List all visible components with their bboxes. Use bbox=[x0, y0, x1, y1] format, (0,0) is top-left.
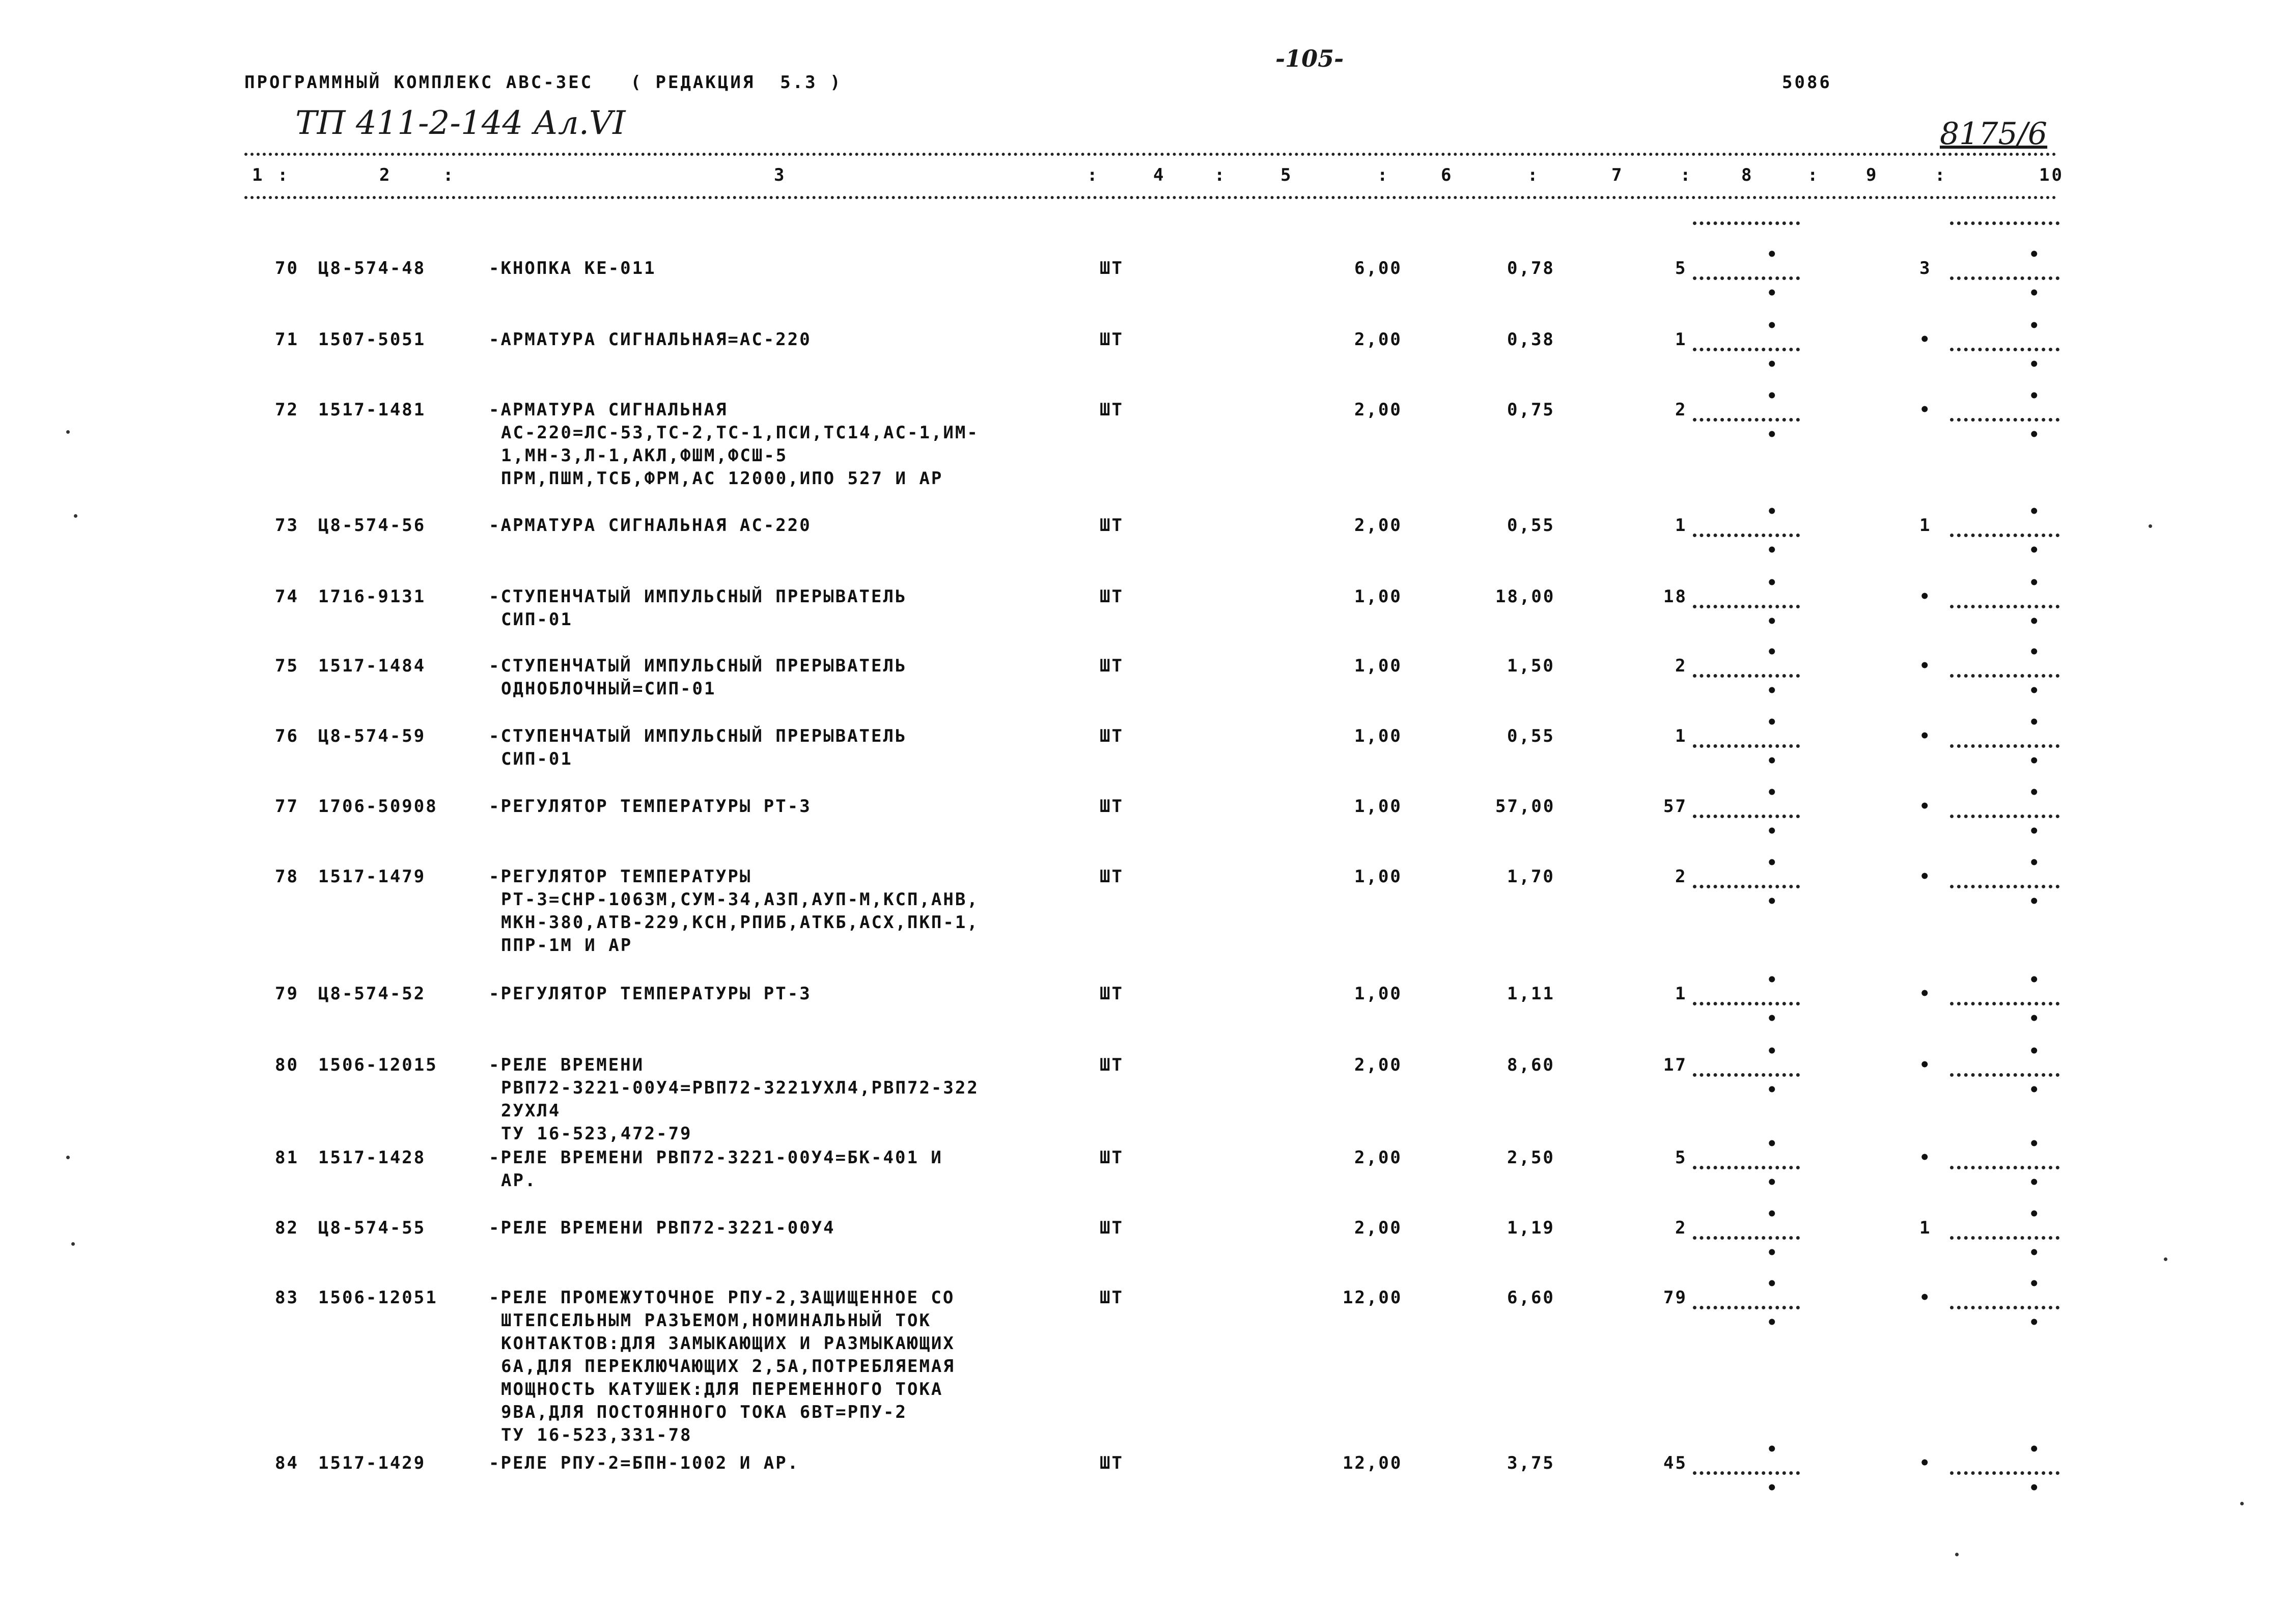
dot-mark: • bbox=[2029, 1134, 2040, 1154]
row-unit: ШТ bbox=[1100, 400, 1124, 420]
row-column-9: • bbox=[1919, 1453, 1932, 1473]
row-code: 1517-1428 bbox=[318, 1147, 426, 1168]
dot-mark: • bbox=[1767, 891, 1777, 912]
row-code: Ц8-574-56 bbox=[318, 515, 426, 536]
dot-mark: • bbox=[1767, 681, 1777, 701]
row-column-9: • bbox=[1919, 866, 1932, 887]
row-description-line: -СТУПЕНЧАТЫЙ ИМПУЛЬСНЫЙ ПРЕРЫВАТЕЛЬ bbox=[489, 726, 907, 746]
dot-mark: • bbox=[2029, 751, 2040, 771]
row-quantity: 12,00 bbox=[1343, 1287, 1403, 1308]
dot-mark: • bbox=[1767, 1204, 1777, 1224]
dot-mark: • bbox=[2029, 891, 2040, 912]
scan-speck bbox=[74, 514, 77, 518]
dot-mark: • bbox=[1767, 425, 1777, 445]
row-unit: ШТ bbox=[1100, 866, 1124, 887]
row-quantity: 1,00 bbox=[1354, 984, 1402, 1004]
dotted-dash-col8 bbox=[1693, 348, 1800, 351]
dot-mark: • bbox=[2029, 425, 2040, 445]
row-column-9: • bbox=[1919, 329, 1932, 350]
scan-speck bbox=[66, 430, 70, 434]
document-code: 5086 bbox=[1782, 72, 1832, 93]
dot-mark: • bbox=[1767, 501, 1777, 522]
column-separator: : bbox=[443, 165, 456, 185]
row-code: 1507-5051 bbox=[318, 329, 426, 350]
row-description-line: ТУ 16-523,472-79 bbox=[501, 1124, 692, 1144]
row-description-line: ШТЕПСЕЛЬНЫМ РАЗЪЕМОМ,НОМИНАЛЬНЫЙ ТОК bbox=[501, 1310, 931, 1331]
program-header: ПРОГРАММНЫЙ КОМПЛЕКС АВС-ЗЕС ( РЕДАКЦИЯ 5.3 ) bbox=[244, 72, 843, 93]
dot-mark: • bbox=[1767, 611, 1777, 632]
dot-mark: • bbox=[2029, 642, 2040, 662]
column-separator: : bbox=[1807, 165, 1820, 185]
row-column-9: • bbox=[1919, 1287, 1932, 1308]
row-price: 1,50 bbox=[1507, 656, 1555, 676]
row-description-line: МОЩНОСТЬ КАТУШЕК:ДЛЯ ПЕРЕМЕННОГО ТОКА bbox=[501, 1379, 943, 1399]
row-number: 79 bbox=[275, 984, 299, 1004]
row-column-7: 57 bbox=[1663, 796, 1687, 817]
scan-speck bbox=[2240, 1502, 2244, 1505]
row-unit: ШТ bbox=[1100, 329, 1124, 350]
row-description-line: -СТУПЕНЧАТЫЙ ИМПУЛЬСНЫЙ ПРЕРЫВАТЕЛЬ bbox=[489, 656, 907, 676]
dot-mark: • bbox=[2029, 782, 2040, 803]
row-unit: ШТ bbox=[1100, 1287, 1124, 1308]
row-description-line: ПРМ,ПШМ,ТСБ,ФРМ,АС 12000,ИПО 527 И АР bbox=[501, 468, 943, 489]
row-unit: ШТ bbox=[1100, 1147, 1124, 1168]
row-description-line: 9ВА,ДЛЯ ПОСТОЯННОГО ТОКА 6ВТ=РПУ-2 bbox=[501, 1402, 907, 1422]
row-quantity: 2,00 bbox=[1354, 515, 1402, 536]
dot-mark: • bbox=[2029, 540, 2040, 561]
row-price: 8,60 bbox=[1507, 1055, 1555, 1075]
dotted-dash-col8 bbox=[1693, 1002, 1800, 1005]
dotted-dash-col10 bbox=[1950, 1166, 2059, 1169]
dot-mark: • bbox=[1767, 540, 1777, 561]
dot-mark: • bbox=[1767, 642, 1777, 662]
row-price: 0,55 bbox=[1507, 726, 1555, 746]
dotted-dash-col10 bbox=[1950, 674, 2059, 678]
column-header-3: 3 bbox=[774, 165, 787, 185]
row-description-line: -СТУПЕНЧАТЫЙ ИМПУЛЬСНЫЙ ПРЕРЫВАТЕЛЬ bbox=[489, 586, 907, 607]
dot-mark: • bbox=[1767, 970, 1777, 990]
row-description-line: КОНТАКТОВ:ДЛЯ ЗАМЫКАЮЩИХ И РАЗМЫКАЮЩИХ bbox=[501, 1333, 955, 1354]
dot-mark: • bbox=[1767, 386, 1777, 406]
row-price: 3,75 bbox=[1507, 1453, 1555, 1473]
column-header-2: 2 bbox=[379, 165, 392, 185]
page-number: -105- bbox=[1275, 45, 1344, 72]
dot-mark: • bbox=[2029, 1243, 2040, 1263]
row-quantity: 2,00 bbox=[1354, 1055, 1402, 1075]
row-description-line: АР. bbox=[501, 1170, 537, 1191]
row-quantity: 1,00 bbox=[1354, 726, 1402, 746]
row-number: 75 bbox=[275, 656, 299, 676]
row-description-line: ОДНОБЛОЧНЫЙ=СИП-01 bbox=[501, 679, 716, 699]
dotted-dash-col8 bbox=[1693, 1236, 1800, 1240]
dotted-dash-col10 bbox=[1950, 276, 2059, 280]
row-description-line: 6А,ДЛЯ ПЕРЕКЛЮЧАЮЩИХ 2,5А,ПОТРЕБЛЯЕМАЯ bbox=[501, 1356, 955, 1377]
row-quantity: 2,00 bbox=[1354, 1147, 1402, 1168]
row-code: Ц8-574-52 bbox=[318, 984, 426, 1004]
row-description-line: АС-220=ЛС-53,ТС-2,ТС-1,ПСИ,ТС14,АС-1,ИМ- bbox=[501, 423, 979, 443]
row-column-7: 79 bbox=[1663, 1287, 1687, 1308]
row-column-7: 2 bbox=[1675, 1218, 1687, 1238]
dot-mark: • bbox=[1767, 853, 1777, 873]
dot-mark: • bbox=[2029, 1172, 2040, 1193]
dotted-dash-col8 bbox=[1693, 885, 1800, 888]
dotted-dash-col8 bbox=[1693, 1306, 1800, 1309]
dot-mark: • bbox=[2029, 283, 2040, 303]
row-description-line: -АРМАТУРА СИГНАЛЬНАЯ=АС-220 bbox=[489, 329, 812, 350]
row-unit: ШТ bbox=[1100, 586, 1124, 607]
dotted-dash-col8 bbox=[1693, 1073, 1800, 1077]
scan-speck bbox=[1955, 1553, 1959, 1556]
row-description-line: -РЕГУЛЯТОР ТЕМПЕРАТУРЫ РТ-3 bbox=[489, 796, 812, 817]
column-separator: : bbox=[277, 165, 290, 185]
row-unit: ШТ bbox=[1100, 1453, 1124, 1473]
scan-speck bbox=[71, 1242, 75, 1246]
row-price: 1,11 bbox=[1507, 984, 1555, 1004]
row-code: 1517-1481 bbox=[318, 400, 426, 420]
dotted-dash-col8 bbox=[1693, 1471, 1800, 1475]
handwritten-sheet-reference: 8175/6 bbox=[1940, 116, 2048, 152]
scan-speck bbox=[2149, 524, 2152, 528]
dot-mark: • bbox=[2029, 970, 2040, 990]
row-column-9: • bbox=[1919, 984, 1932, 1004]
row-column-7: 45 bbox=[1663, 1453, 1687, 1473]
row-column-7: 2 bbox=[1675, 656, 1687, 676]
dotted-dash-col10 bbox=[1950, 1002, 2059, 1005]
row-number: 76 bbox=[275, 726, 299, 746]
dot-mark: • bbox=[1767, 244, 1777, 265]
column-header-8: 8 bbox=[1741, 165, 1754, 185]
row-column-7: 1 bbox=[1675, 984, 1687, 1004]
row-description-line: ППР-1М И АР bbox=[501, 935, 633, 956]
row-description-line: СИП-01 bbox=[501, 749, 573, 769]
dot-mark: • bbox=[1767, 1041, 1777, 1061]
row-column-7: 2 bbox=[1675, 400, 1687, 420]
row-column-7: 17 bbox=[1663, 1055, 1687, 1075]
row-number: 83 bbox=[275, 1287, 299, 1308]
row-description-line: -РЕЛЕ ВРЕМЕНИ РВП72-3221-00У4=БК-401 И bbox=[489, 1147, 943, 1168]
row-description-line: -КНОПКА КЕ-011 bbox=[489, 258, 656, 278]
dot-mark: • bbox=[2029, 712, 2040, 733]
dotted-dash-col10 bbox=[1950, 605, 2059, 608]
row-price: 2,50 bbox=[1507, 1147, 1555, 1168]
row-column-9: 3 bbox=[1919, 258, 1932, 278]
row-description-line: -АРМАТУРА СИГНАЛЬНАЯ АС-220 bbox=[489, 515, 812, 536]
column-header-4: 4 bbox=[1153, 165, 1166, 185]
dot-mark: • bbox=[1767, 1009, 1777, 1029]
dotted-dash-col8 bbox=[1693, 534, 1800, 537]
row-description-line: РТ-3=СНР-1063М,СУМ-34,АЗП,АУП-М,КСП,АНВ, bbox=[501, 889, 979, 910]
dot-mark: • bbox=[2029, 1312, 2040, 1333]
row-description-line: -РЕЛЕ ВРЕМЕНИ РВП72-3221-00У4 bbox=[489, 1218, 835, 1238]
dotted-dash-col10 bbox=[1950, 1306, 2059, 1309]
column-separator: : bbox=[1527, 165, 1540, 185]
row-number: 72 bbox=[275, 400, 299, 420]
row-code: 1706-50908 bbox=[318, 796, 438, 817]
row-unit: ШТ bbox=[1100, 515, 1124, 536]
row-number: 78 bbox=[275, 866, 299, 887]
dotted-dash-col8 bbox=[1693, 1166, 1800, 1169]
row-column-9: • bbox=[1919, 656, 1932, 676]
row-code: Ц8-574-59 bbox=[318, 726, 426, 746]
dot-mark: • bbox=[1767, 821, 1777, 842]
column-header-10: 10 bbox=[2039, 165, 2064, 185]
row-description-line: ТУ 16-523,331-78 bbox=[501, 1425, 692, 1445]
dot-mark: • bbox=[2029, 1041, 2040, 1061]
header-rule-bottom bbox=[244, 196, 2057, 199]
row-column-9: 1 bbox=[1919, 515, 1932, 536]
dot-mark: • bbox=[1767, 354, 1777, 375]
dotted-dash-col10 bbox=[1950, 885, 2059, 888]
dot-mark: • bbox=[1767, 1080, 1777, 1100]
dot-mark: • bbox=[2029, 1009, 2040, 1029]
column-header-9: 9 bbox=[1866, 165, 1879, 185]
row-unit: ШТ bbox=[1100, 258, 1124, 278]
row-number: 77 bbox=[275, 796, 299, 817]
dot-mark: • bbox=[2029, 244, 2040, 265]
row-column-9: • bbox=[1919, 796, 1932, 817]
column-header-6: 6 bbox=[1441, 165, 1454, 185]
row-quantity: 1,00 bbox=[1354, 656, 1402, 676]
row-code: 1517-1429 bbox=[318, 1453, 426, 1473]
dotted-dash-col8 bbox=[1693, 674, 1800, 678]
column-header-5: 5 bbox=[1280, 165, 1293, 185]
row-number: 84 bbox=[275, 1453, 299, 1473]
row-unit: ШТ bbox=[1100, 656, 1124, 676]
row-column-7: 1 bbox=[1675, 329, 1687, 350]
dot-mark: • bbox=[2029, 681, 2040, 701]
row-price: 0,55 bbox=[1507, 515, 1555, 536]
row-price: 0,75 bbox=[1507, 400, 1555, 420]
row-price: 1,19 bbox=[1507, 1218, 1555, 1238]
row-unit: ШТ bbox=[1100, 726, 1124, 746]
row-description-line: -РЕГУЛЯТОР ТЕМПЕРАТУРЫ РТ-3 bbox=[489, 984, 812, 1004]
row-column-9: • bbox=[1919, 726, 1932, 746]
row-price: 0,38 bbox=[1507, 329, 1555, 350]
dotted-dash-col8 bbox=[1693, 815, 1800, 818]
scan-speck bbox=[66, 1156, 70, 1159]
row-column-9: • bbox=[1919, 1055, 1932, 1075]
row-code: 1506-12015 bbox=[318, 1055, 438, 1075]
dot-mark: • bbox=[2029, 1439, 2040, 1460]
dot-mark: • bbox=[2029, 821, 2040, 842]
row-price: 6,60 bbox=[1507, 1287, 1555, 1308]
dot-mark: • bbox=[2029, 853, 2040, 873]
handwritten-doc-reference: ТП 411-2-144 Ал.VI bbox=[295, 104, 626, 142]
dotted-dash-col10 bbox=[1950, 1073, 2059, 1077]
row-description-line: -РЕЛЕ РПУ-2=БПН-1002 И АР. bbox=[489, 1453, 800, 1473]
row-number: 81 bbox=[275, 1147, 299, 1168]
row-column-9: • bbox=[1919, 1147, 1932, 1168]
row-quantity: 6,00 bbox=[1354, 258, 1402, 278]
dot-mark: • bbox=[2029, 501, 2040, 522]
row-code: 1506-12051 bbox=[318, 1287, 438, 1308]
row-description-line: -РЕГУЛЯТОР ТЕМПЕРАТУРЫ bbox=[489, 866, 752, 887]
dot-mark: • bbox=[2029, 1204, 2040, 1224]
row-unit: ШТ bbox=[1100, 984, 1124, 1004]
dot-mark: • bbox=[2029, 611, 2040, 632]
dot-mark: • bbox=[1767, 1312, 1777, 1333]
row-unit: ШТ bbox=[1100, 1055, 1124, 1075]
dotted-dash-col10 bbox=[1950, 418, 2059, 422]
row-code: 1716-9131 bbox=[318, 586, 426, 607]
column-separator: : bbox=[1214, 165, 1227, 185]
column-separator: : bbox=[1087, 165, 1100, 185]
row-number: 80 bbox=[275, 1055, 299, 1075]
row-price: 1,70 bbox=[1507, 866, 1555, 887]
dotted-dash-col8 bbox=[1693, 744, 1800, 748]
dot-mark: • bbox=[1767, 1274, 1777, 1294]
row-description-line: СИП-01 bbox=[501, 609, 573, 630]
row-quantity: 1,00 bbox=[1354, 796, 1402, 817]
dot-mark: • bbox=[1767, 1172, 1777, 1193]
dot-mark: • bbox=[1767, 1439, 1777, 1460]
row-code: 1517-1484 bbox=[318, 656, 426, 676]
dot-mark: • bbox=[1767, 316, 1777, 336]
dotted-dash-col10 bbox=[1950, 1471, 2059, 1475]
row-column-9: • bbox=[1919, 586, 1932, 607]
row-column-7: 2 bbox=[1675, 866, 1687, 887]
row-column-7: 1 bbox=[1675, 515, 1687, 536]
dot-mark: • bbox=[1767, 573, 1777, 593]
dotted-dash-col10 bbox=[1950, 348, 2059, 351]
dotted-dash-top-col10 bbox=[1950, 221, 2059, 225]
dotted-dash-col10 bbox=[1950, 534, 2059, 537]
row-price: 57,00 bbox=[1495, 796, 1555, 817]
column-separator: : bbox=[1935, 165, 1947, 185]
row-code: Ц8-574-55 bbox=[318, 1218, 426, 1238]
row-code: 1517-1479 bbox=[318, 866, 426, 887]
row-number: 82 bbox=[275, 1218, 299, 1238]
dot-mark: • bbox=[1767, 782, 1777, 803]
dot-mark: • bbox=[2029, 1080, 2040, 1100]
dot-mark: • bbox=[2029, 1274, 2040, 1294]
row-column-7: 1 bbox=[1675, 726, 1687, 746]
row-column-7: 5 bbox=[1675, 1147, 1687, 1168]
dot-mark: • bbox=[2029, 316, 2040, 336]
column-separator: : bbox=[1377, 165, 1390, 185]
header-rule-top bbox=[244, 153, 2057, 156]
dot-mark: • bbox=[1767, 751, 1777, 771]
dotted-dash-col10 bbox=[1950, 1236, 2059, 1240]
row-description-line: 1,МН-3,Л-1,АКЛ,ФШМ,ФСШ-5 bbox=[501, 445, 788, 466]
dot-mark: • bbox=[1767, 712, 1777, 733]
row-number: 70 bbox=[275, 258, 299, 278]
dotted-dash-col8 bbox=[1693, 276, 1800, 280]
row-code: Ц8-574-48 bbox=[318, 258, 426, 278]
row-number: 74 bbox=[275, 586, 299, 607]
row-column-9: 1 bbox=[1919, 1218, 1932, 1238]
dot-mark: • bbox=[2029, 354, 2040, 375]
dot-mark: • bbox=[2029, 386, 2040, 406]
row-description-line: -РЕЛЕ ПРОМЕЖУТОЧНОЕ РПУ-2,ЗАЩИЩЕННОЕ СО bbox=[489, 1287, 955, 1308]
dotted-dash-col10 bbox=[1950, 744, 2059, 748]
row-column-9: • bbox=[1919, 400, 1932, 420]
dot-mark: • bbox=[1767, 1243, 1777, 1263]
dot-mark: • bbox=[1767, 1478, 1777, 1498]
scan-speck bbox=[2164, 1257, 2167, 1261]
dot-mark: • bbox=[2029, 573, 2040, 593]
dotted-dash-col8 bbox=[1693, 418, 1800, 422]
column-separator: : bbox=[1680, 165, 1693, 185]
dot-mark: • bbox=[2029, 1478, 2040, 1498]
dotted-dash-col10 bbox=[1950, 815, 2059, 818]
row-column-7: 5 bbox=[1675, 258, 1687, 278]
row-quantity: 1,00 bbox=[1354, 866, 1402, 887]
row-unit: ШТ bbox=[1100, 1218, 1124, 1238]
row-quantity: 1,00 bbox=[1354, 586, 1402, 607]
dot-mark: • bbox=[1767, 1134, 1777, 1154]
dotted-dash-col8 bbox=[1693, 605, 1800, 608]
row-price: 0,78 bbox=[1507, 258, 1555, 278]
column-header-1: 1 bbox=[252, 165, 265, 185]
row-quantity: 12,00 bbox=[1343, 1453, 1403, 1473]
row-description-line: -АРМАТУРА СИГНАЛЬНАЯ bbox=[489, 400, 728, 420]
row-quantity: 2,00 bbox=[1354, 329, 1402, 350]
column-header-7: 7 bbox=[1611, 165, 1624, 185]
row-description-line: РВП72-3221-00У4=РВП72-3221УХЛ4,РВП72-322 bbox=[501, 1078, 979, 1098]
row-column-7: 18 bbox=[1663, 586, 1687, 607]
row-description-line: -РЕЛЕ ВРЕМЕНИ bbox=[489, 1055, 645, 1075]
row-description-line: МКН-380,АТВ-229,КСН,РПИБ,АТКБ,АСХ,ПКП-1, bbox=[501, 912, 979, 933]
row-quantity: 2,00 bbox=[1354, 400, 1402, 420]
row-unit: ШТ bbox=[1100, 796, 1124, 817]
row-description-line: 2УХЛ4 bbox=[501, 1101, 561, 1121]
row-quantity: 2,00 bbox=[1354, 1218, 1402, 1238]
dotted-dash-top-col8 bbox=[1693, 221, 1800, 225]
row-number: 73 bbox=[275, 515, 299, 536]
row-number: 71 bbox=[275, 329, 299, 350]
dot-mark: • bbox=[1767, 283, 1777, 303]
row-price: 18,00 bbox=[1495, 586, 1555, 607]
